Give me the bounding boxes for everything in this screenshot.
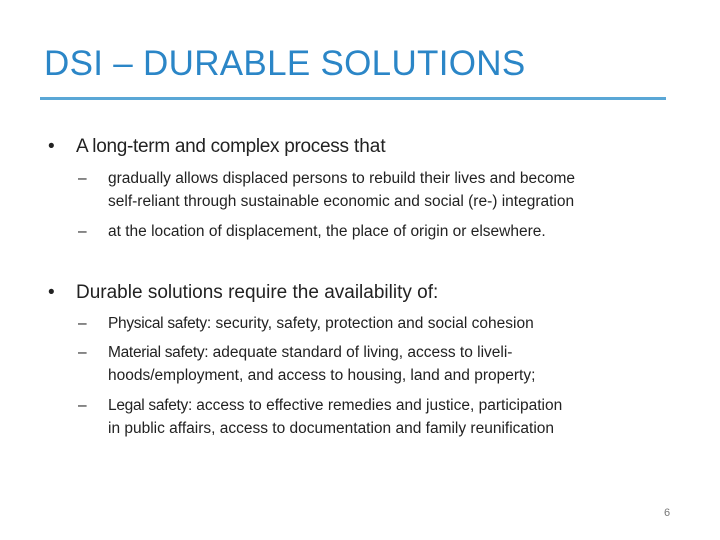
bullet-text: that: [348, 136, 386, 157]
sub-bullet-label: Material safety:: [108, 344, 209, 361]
sub-bullet-line: in public affairs, access to documentation and family reunification: [108, 420, 555, 437]
bullet-durable-solutions: [48, 281, 439, 305]
sub-bullet-text: adequate standard of living, access to liveli-: [208, 344, 513, 361]
sub-bullet-material-safety: [78, 341, 536, 387]
bullet-dot: •: [48, 282, 55, 303]
dash-marker: –: [78, 344, 87, 361]
sub-bullet-physical-safety: [78, 312, 534, 335]
sub-bullet-location: [78, 220, 546, 243]
sub-bullet-label: Legal safety:: [108, 397, 192, 414]
dash-marker: –: [78, 170, 87, 187]
bullet-dot: •: [48, 136, 55, 157]
bullet-emphasis: A long-term and complex process: [76, 136, 349, 157]
bullet-long-term-process: [48, 135, 386, 159]
dash-marker: –: [78, 223, 87, 240]
sub-bullet-line: at the location of displacement, the place of origin or elsewhere.: [108, 223, 546, 240]
page-number: 6: [664, 507, 671, 519]
sub-bullet-rebuild-lives: [78, 167, 575, 213]
sub-bullet-text: : security, safety, protection and social cohesion: [206, 315, 534, 332]
dash-marker: –: [78, 315, 87, 332]
bullet-text: Durable solutions require the availability of:: [76, 282, 439, 303]
sub-bullet-line: self-reliant through sustainable economic and social (re-) integration: [108, 193, 575, 210]
title-underline: [40, 97, 666, 100]
sub-bullet-text: access to effective remedies and justice, participation: [192, 397, 563, 414]
slide-title: DSI – DURABLE SOLUTIONS: [44, 44, 526, 83]
sub-bullet-line: gradually allows displaced persons to rebuild their lives and become: [108, 170, 575, 187]
sub-bullet-label: Physical safety: [108, 315, 207, 332]
sub-bullet-legal-safety: [78, 394, 563, 440]
dash-marker: –: [78, 397, 87, 414]
sub-bullet-line: hoods/employment, and access to housing, land and property;: [108, 367, 536, 384]
